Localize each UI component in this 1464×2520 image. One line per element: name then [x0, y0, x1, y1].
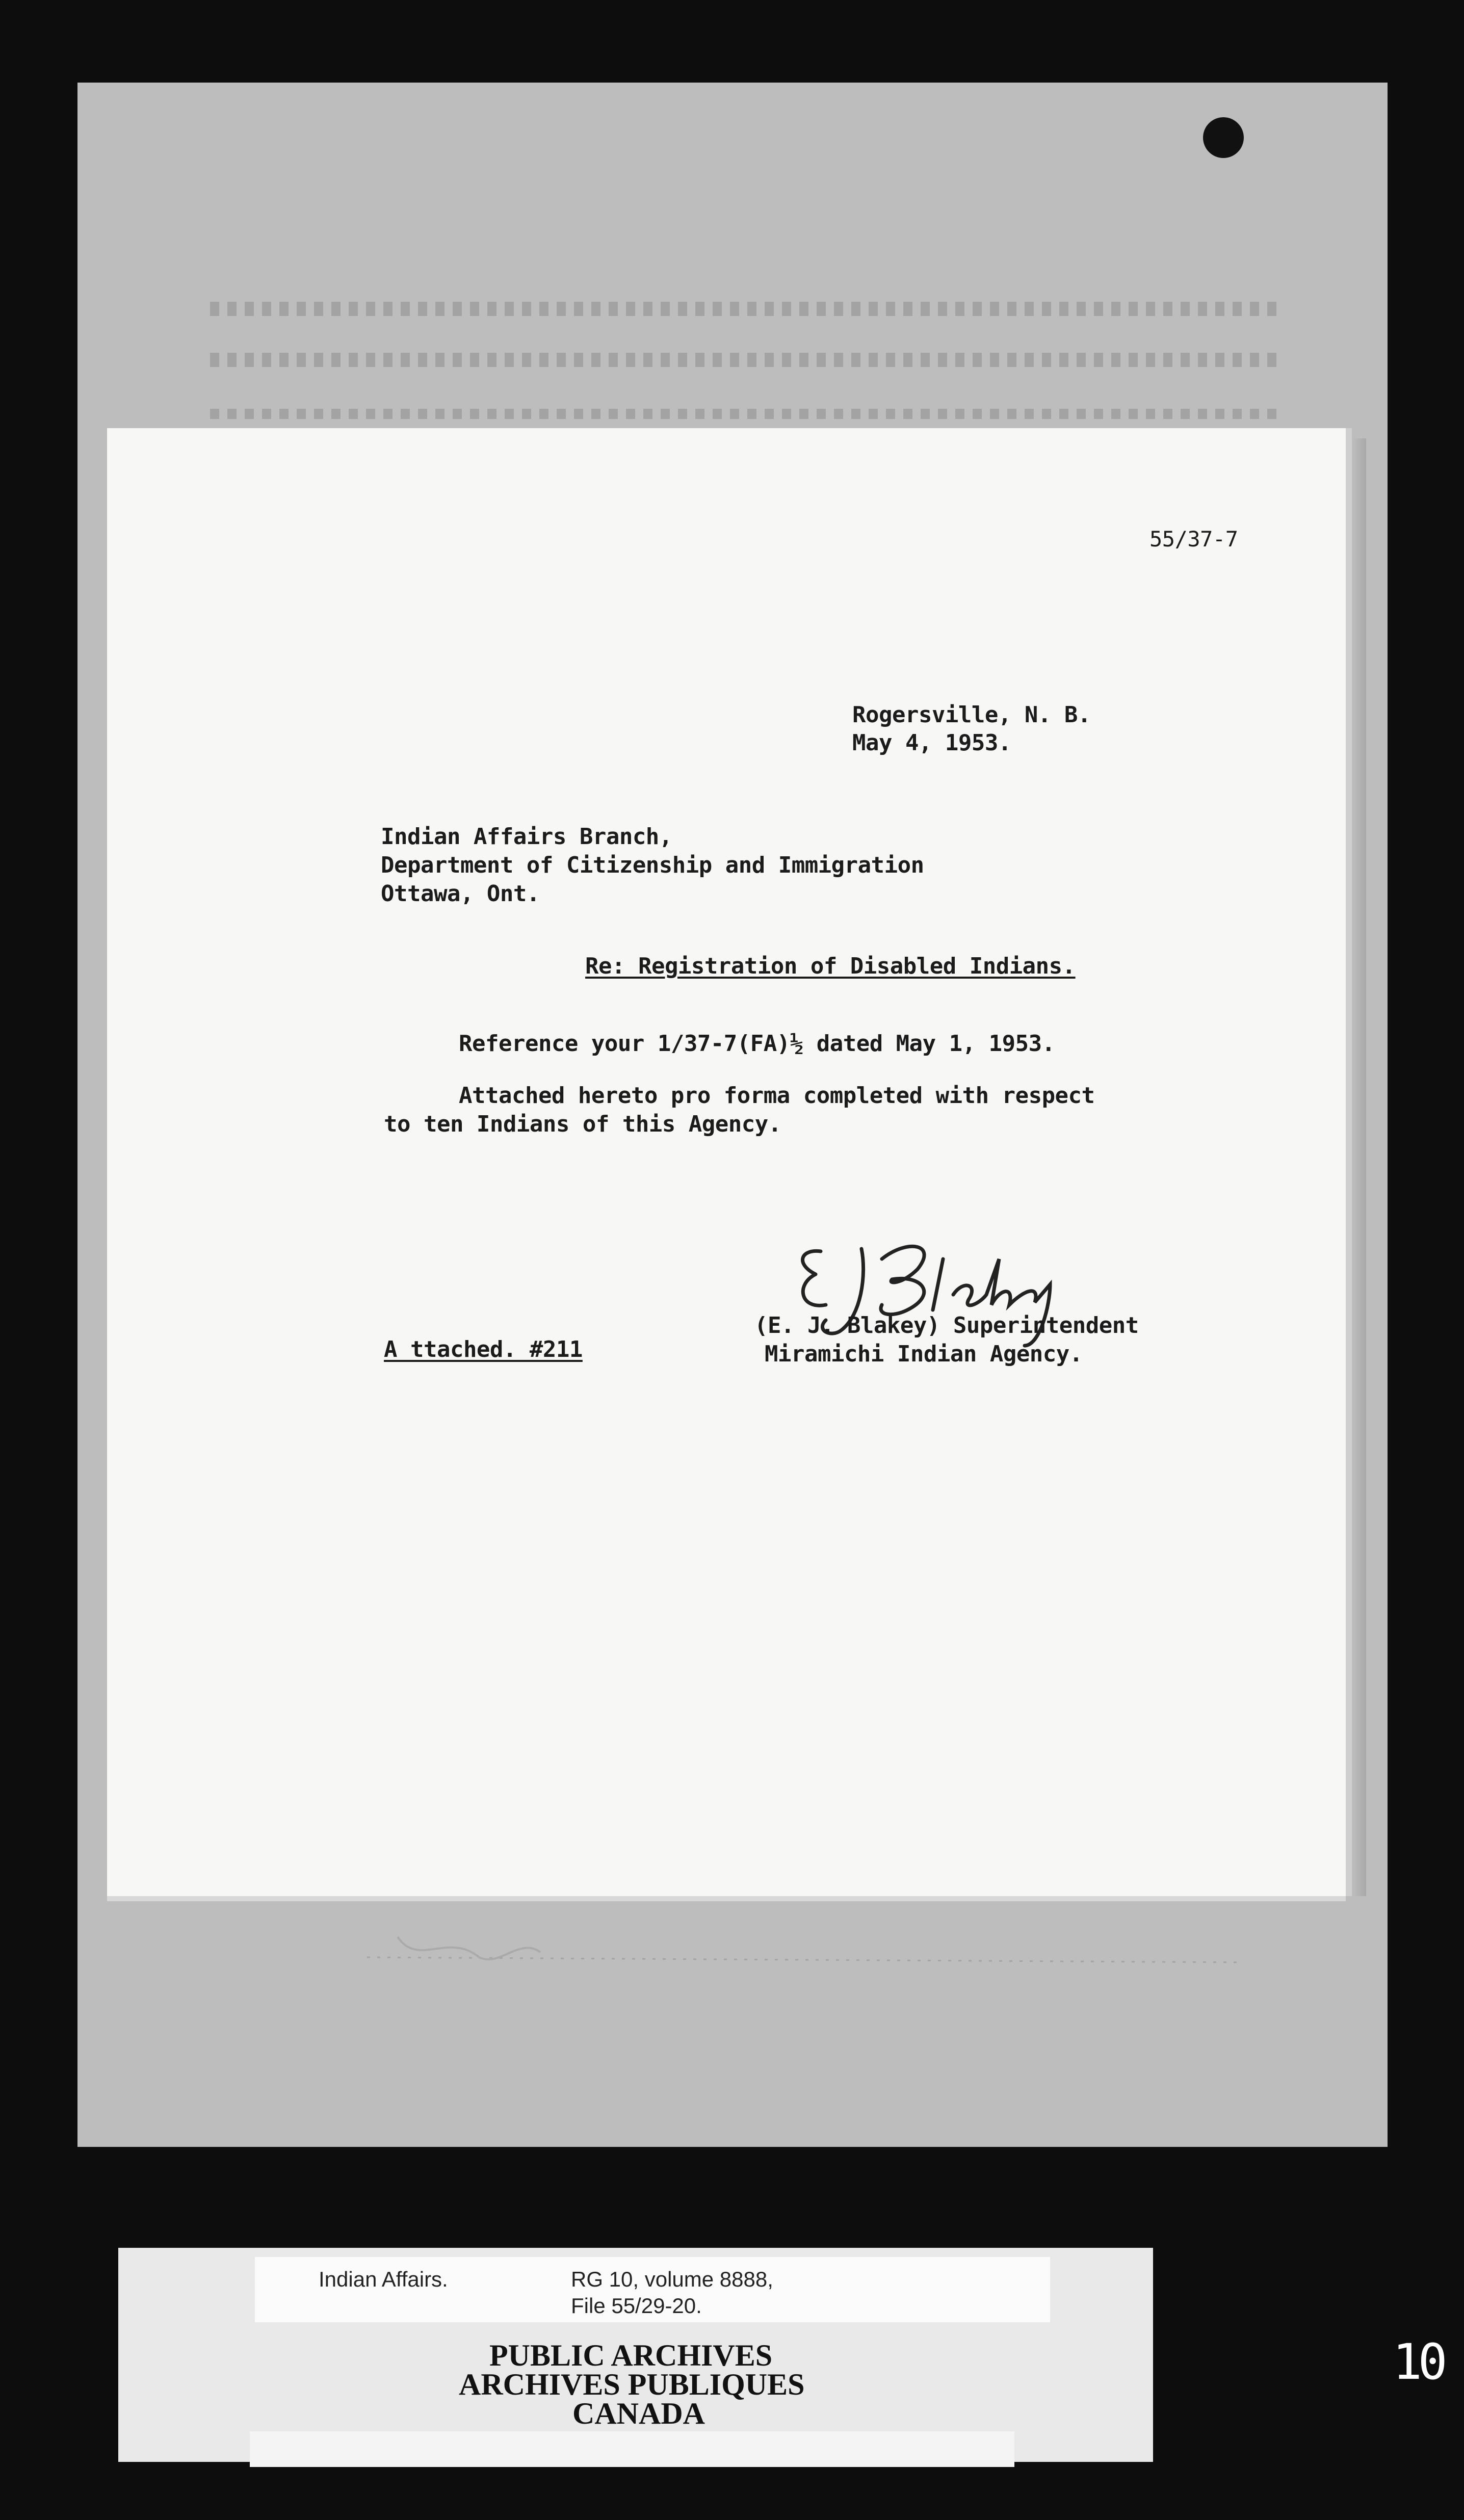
signatory-name: (E. J. Blakey) Superintendent	[754, 1312, 1139, 1338]
faded-text-line	[210, 302, 1280, 316]
punch-hole	[1203, 117, 1244, 158]
letter-date: May 4, 1953.	[852, 730, 1011, 756]
archive-title: PUBLIC ARCHIVES	[489, 2339, 773, 2372]
subject-line: Re: Registration of Disabled Indians.	[585, 953, 1076, 979]
archive-file: File 55/29-20.	[571, 2294, 702, 2318]
frame-number: 10	[1393, 2333, 1444, 2391]
file-number: 55/37-7	[1149, 527, 1238, 552]
bleed-through-marks	[357, 1927, 1254, 1973]
archive-department: Indian Affairs.	[319, 2267, 448, 2291]
archive-record-group: RG 10, volume 8888,	[571, 2267, 773, 2291]
recipient-line: Department of Citizenship and Immigration	[381, 852, 924, 878]
archive-title: CANADA	[572, 2397, 705, 2430]
faded-text-line	[210, 409, 1280, 419]
archive-title: ARCHIVES PUBLIQUES	[459, 2368, 805, 2401]
body-paragraph: to ten Indians of this Agency.	[384, 1111, 781, 1137]
attachment-note: A ttached. #211	[384, 1336, 583, 1362]
archive-label-strip	[250, 2431, 1014, 2467]
recipient-line: Indian Affairs Branch,	[381, 824, 672, 850]
recipient-line: Ottawa, Ont.	[381, 881, 540, 907]
signatory-title: Miramichi Indian Agency.	[765, 1341, 1083, 1367]
letter-page	[107, 428, 1346, 1896]
body-paragraph: Attached hereto pro forma completed with respect	[459, 1083, 1095, 1109]
body-paragraph: Reference your 1/37-7(FA)½ dated May 1, 1953.	[459, 1031, 1055, 1057]
sender-city: Rogersville, N. B.	[852, 702, 1091, 728]
faded-text-line	[210, 353, 1280, 367]
